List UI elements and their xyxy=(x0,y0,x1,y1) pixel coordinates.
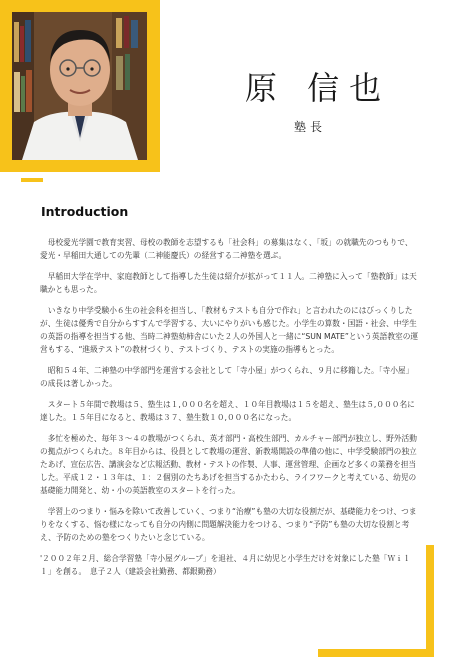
introduction-body xyxy=(40,236,420,586)
portrait-photo xyxy=(12,12,147,160)
paragraph: 母校愛光学園で教育実習、母校の教師を志望するも「社会科」の募集はなく、「坂」の就職先のつもりで、愛光・早稲田大通しての先輩（二神能慶氏）の経営する二神塾を選ぶ。 xyxy=(40,238,413,260)
paragraph: 早稲田大学在学中、家庭教師として指導した生徒は紹介が拡がって１１人。二神塾に入って「塾教師」は天職かとも思った。 xyxy=(40,272,417,294)
section-heading: Introduction xyxy=(41,204,129,219)
paragraph: 多忙を極めた、毎年３～４の教場がつくられ、英才部門・高校生部門、カルチャー部門が独立し、野外活動の拠点がつくられた。８年目からは、役員として教場の運営、新教場開設の準備の他に、中学受験部門の独立たあげ、宣伝広告、講演会など広報活動、教材・テストの作製、人事、運営管理、企画など多くの業務を担当した。平成１２・１３年は、１：２個別のたちあげを担当するかたわら、ライフワークと考えている、幼児の基礎能力開発と、幼・小の英語教室のスタートを行った。 xyxy=(40,434,417,495)
paragraph: スタート５年間で教場は５、塾生は１,０００名を超え、１０年目教場は１５を超え、塾生は５,０００名に達した。１５年目になると、教場は３７、塾生数１０,０００名になった。 xyxy=(40,400,415,422)
paragraph: いきなり中学受験小６生の社会科を担当し、「教材もテストも自分で作れ」と言われたのにはびっくりしたが、生徒は優秀で自分からすすんで学習する、大いにやりがいも感じた。小学生の算数・国語・社会、中学生の英語の指導を担当する他、当時二神塾劾柿舎にいた２人の外国人と一緒に“SUN MATE”という英語教室の運営もする、“進級テスト”の教材づくり、テストづくり、テストの実施の指導もとった。 xyxy=(40,306,419,354)
accent-frame-right xyxy=(426,545,434,657)
person-name: 原 信也 xyxy=(244,69,392,107)
person-title: 塾長 xyxy=(293,120,326,134)
paragraph: 昭和５４年、二神塾の中学部門を運営する会社として「寺小屋」がつくられ、９月に移籍した。「寺小屋」の成長は著しかった。 xyxy=(40,366,414,388)
paragraph: 学習上のつまり・悩みを除いて改善していく、つまり“治療”も塾の大切な役割だが、基礎能力をつけ、つまりをなくする、悩む様になっても自分の内側に問題解決能力をつける、つまり“予防”も塾の大切な役割と考え、予防のための塾をつくりたいと念じている。 xyxy=(40,507,417,542)
accent-frame-bottom xyxy=(318,649,434,657)
paragraph: '２００２年２月、総合学習塾「寺小屋グループ」を退社、４月に幼児と小学生だけを対象にした塾「Ｗｉｌｌ」を創る。 息子２人（建設会社勤務、都銀勤務） xyxy=(40,554,411,576)
accent-bar xyxy=(21,178,43,182)
